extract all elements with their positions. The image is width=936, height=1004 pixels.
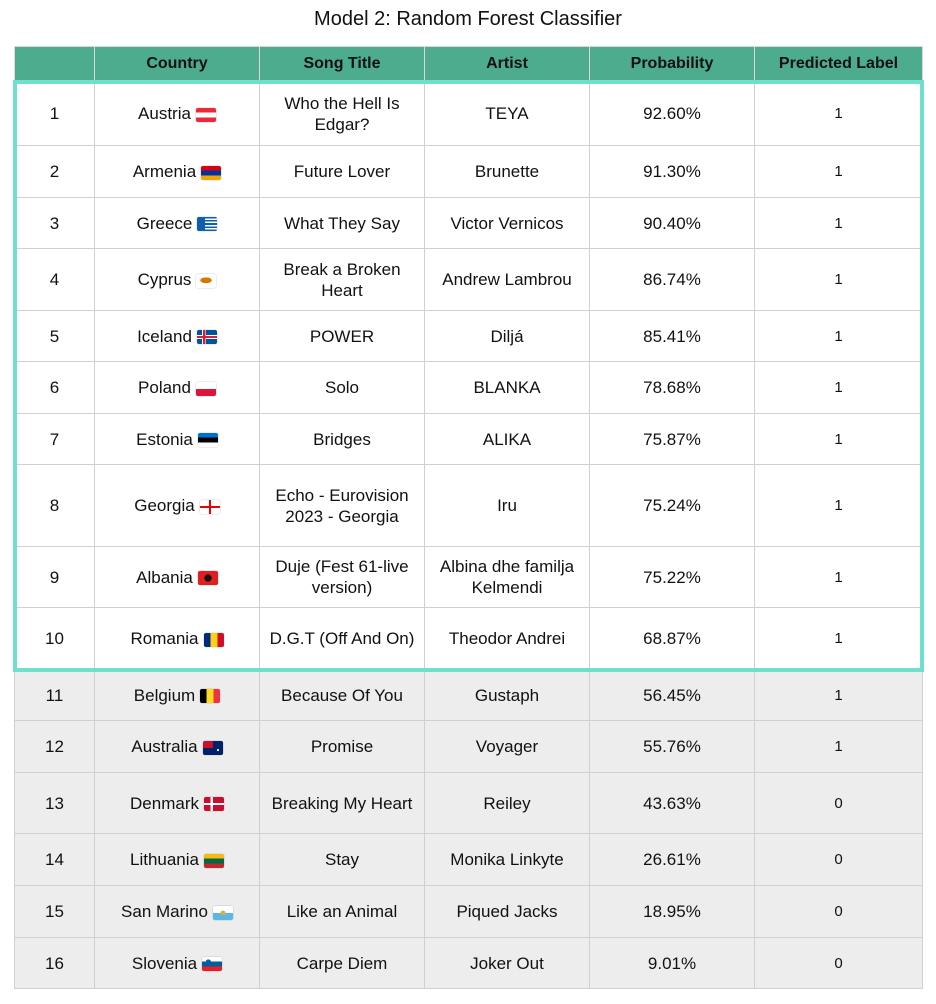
country-cell [95, 82, 260, 146]
country-name: Belgium [133, 685, 196, 705]
artist-cell: Theodor Andrei [425, 608, 590, 670]
header-predicted-label: Predicted Label [755, 47, 923, 82]
predicted-label-cell: 1 [755, 198, 923, 249]
artist-cell: Brunette [425, 146, 590, 198]
probability-cell: 43.63% [590, 773, 755, 834]
australia-flag-icon [203, 741, 223, 755]
song-title-cell: Stay [260, 834, 425, 886]
cyprus-flag-icon [196, 274, 216, 288]
rank-cell: 13 [15, 773, 95, 834]
country-cell [95, 198, 260, 249]
predicted-label-cell: 0 [755, 834, 923, 886]
rank-cell: 15 [15, 886, 95, 938]
rank-cell: 6 [15, 362, 95, 414]
country-name: San Marino [121, 902, 208, 921]
slovenia-flag-icon [202, 957, 222, 971]
austria-flag-icon [196, 108, 216, 122]
country-name: Iceland [137, 326, 192, 346]
rank-cell: 2 [15, 146, 95, 198]
rank-cell: 10 [15, 608, 95, 670]
country-cell [95, 146, 260, 198]
artist-cell: Gustaph [425, 670, 590, 721]
country-name: Albania [136, 567, 193, 587]
probability-cell: 91.30% [590, 146, 755, 198]
albania-flag-icon [198, 571, 218, 585]
artist-cell: Iru [425, 465, 590, 547]
country-cell [95, 773, 260, 834]
country-cell [95, 311, 260, 362]
country-name: Cyprus [137, 270, 192, 289]
header-song-title: Song Title [260, 47, 425, 82]
song-title-cell: POWER [260, 311, 425, 362]
song-title-cell: What They Say [260, 198, 425, 249]
predicted-label-cell: 0 [755, 886, 923, 938]
probability-cell: 26.61% [590, 834, 755, 886]
country-name: Greece [136, 213, 193, 233]
header-rank [15, 47, 95, 82]
iceland-flag-icon [197, 330, 217, 344]
artist-cell: Monika Linkyte [425, 834, 590, 886]
country-name: Lithuania [129, 850, 199, 869]
song-title-cell: Promise [260, 721, 425, 773]
artist-cell: Diljá [425, 311, 590, 362]
probability-cell: 68.87% [590, 608, 755, 670]
artist-cell: Victor Vernicos [425, 198, 590, 249]
results-table [14, 46, 923, 989]
rank-cell: 8 [15, 465, 95, 547]
predicted-label-cell: 0 [755, 773, 923, 834]
country-name: Romania [130, 629, 199, 648]
predicted-label-cell: 1 [755, 670, 923, 721]
table-row [15, 465, 923, 547]
song-title-cell: Who the Hell Is Edgar? [260, 82, 425, 146]
country-name: Australia [131, 737, 198, 756]
artist-cell: Andrew Lambrou [425, 249, 590, 311]
country-cell [95, 670, 260, 721]
country-name: Poland [138, 378, 191, 397]
country-name: Slovenia [131, 953, 198, 973]
probability-cell: 85.41% [590, 311, 755, 362]
artist-cell: BLANKA [425, 362, 590, 414]
artist-cell: TEYA [425, 82, 590, 146]
song-title-cell: Because Of You [260, 670, 425, 721]
song-title-cell: Duje (Fest 61-live version) [260, 547, 425, 608]
rank-cell: 7 [15, 414, 95, 465]
country-cell [95, 414, 260, 465]
country-name: Estonia [136, 429, 193, 449]
predicted-label-cell: 1 [755, 547, 923, 608]
rank-cell: 12 [15, 721, 95, 773]
belgium-flag-icon [200, 689, 220, 703]
country-cell [95, 362, 260, 414]
rank-cell: 5 [15, 311, 95, 362]
artist-cell: ALIKA [425, 414, 590, 465]
country-name: Austria [138, 104, 191, 123]
song-title-cell: Bridges [260, 414, 425, 465]
country-name: Georgia [134, 496, 195, 515]
artist-cell: Voyager [425, 721, 590, 773]
song-title-cell: Future Lover [260, 146, 425, 198]
rank-cell: 3 [15, 198, 95, 249]
predicted-label-cell: 1 [755, 311, 923, 362]
header-country: Country [95, 47, 260, 82]
armenia-flag-icon [201, 166, 221, 180]
rank-cell: 1 [15, 82, 95, 146]
table-row [15, 414, 923, 465]
table-row [15, 198, 923, 249]
song-title-cell: Echo - Eurovision 2023 - Georgia [260, 465, 425, 547]
country-cell [95, 834, 260, 886]
san-marino-flag-icon [213, 906, 233, 920]
country-cell [95, 721, 260, 773]
table-row [15, 670, 923, 721]
probability-cell: 75.22% [590, 547, 755, 608]
predicted-label-cell: 1 [755, 721, 923, 773]
probability-cell: 75.87% [590, 414, 755, 465]
table-title: Model 2: Random Forest Classifier [314, 8, 622, 30]
table-row [15, 886, 923, 938]
estonia-flag-icon [198, 433, 218, 447]
predicted-label-cell: 0 [755, 938, 923, 989]
probability-cell: 86.74% [590, 249, 755, 311]
table-row [15, 721, 923, 773]
table-row [15, 608, 923, 670]
rank-cell: 9 [15, 547, 95, 608]
header-row [15, 47, 923, 82]
probability-cell: 92.60% [590, 82, 755, 146]
probability-cell: 75.24% [590, 465, 755, 547]
table-row [15, 834, 923, 886]
song-title-cell: Carpe Diem [260, 938, 425, 989]
table-row [15, 82, 923, 146]
predicted-label-cell: 1 [755, 414, 923, 465]
predicted-label-cell: 1 [755, 146, 923, 198]
lithuania-flag-icon [204, 854, 224, 868]
table-row [15, 146, 923, 198]
table-row [15, 362, 923, 414]
country-cell [95, 547, 260, 608]
table-row [15, 249, 923, 311]
georgia-flag-icon [200, 500, 220, 514]
poland-flag-icon [196, 382, 216, 396]
greece-flag-icon [197, 217, 217, 231]
artist-cell: Reiley [425, 773, 590, 834]
rank-cell: 16 [15, 938, 95, 989]
predicted-label-cell: 1 [755, 362, 923, 414]
country-cell [95, 249, 260, 311]
rank-cell: 4 [15, 249, 95, 311]
predicted-label-cell: 1 [755, 249, 923, 311]
rank-cell: 11 [15, 670, 95, 721]
predicted-label-cell: 1 [755, 465, 923, 547]
probability-cell: 9.01% [590, 938, 755, 989]
table-row [15, 547, 923, 608]
table-row [15, 938, 923, 989]
predicted-label-cell: 1 [755, 82, 923, 146]
romania-flag-icon [204, 633, 224, 647]
probability-cell: 55.76% [590, 721, 755, 773]
table-row [15, 311, 923, 362]
rank-cell: 14 [15, 834, 95, 886]
probability-cell: 56.45% [590, 670, 755, 721]
country-cell [95, 608, 260, 670]
header-artist: Artist [425, 47, 590, 82]
country-cell [95, 886, 260, 938]
song-title-cell: Solo [260, 362, 425, 414]
country-cell [95, 465, 260, 547]
table-row [15, 773, 923, 834]
artist-cell: Joker Out [425, 938, 590, 989]
country-cell [95, 938, 260, 989]
header-probability: Probability [590, 47, 755, 82]
probability-cell: 90.40% [590, 198, 755, 249]
song-title-cell: Breaking My Heart [260, 773, 425, 834]
artist-cell: Piqued Jacks [425, 886, 590, 938]
predicted-label-cell: 1 [755, 608, 923, 670]
song-title-cell: D.G.T (Off And On) [260, 608, 425, 670]
probability-cell: 78.68% [590, 362, 755, 414]
song-title-cell: Break a Broken Heart [260, 249, 425, 311]
country-name: Armenia [132, 162, 197, 181]
song-title-cell: Like an Animal [260, 886, 425, 938]
probability-cell: 18.95% [590, 886, 755, 938]
country-name: Denmark [130, 793, 199, 813]
denmark-flag-icon [204, 797, 224, 811]
artist-cell: Albina dhe familja Kelmendi [425, 547, 590, 608]
